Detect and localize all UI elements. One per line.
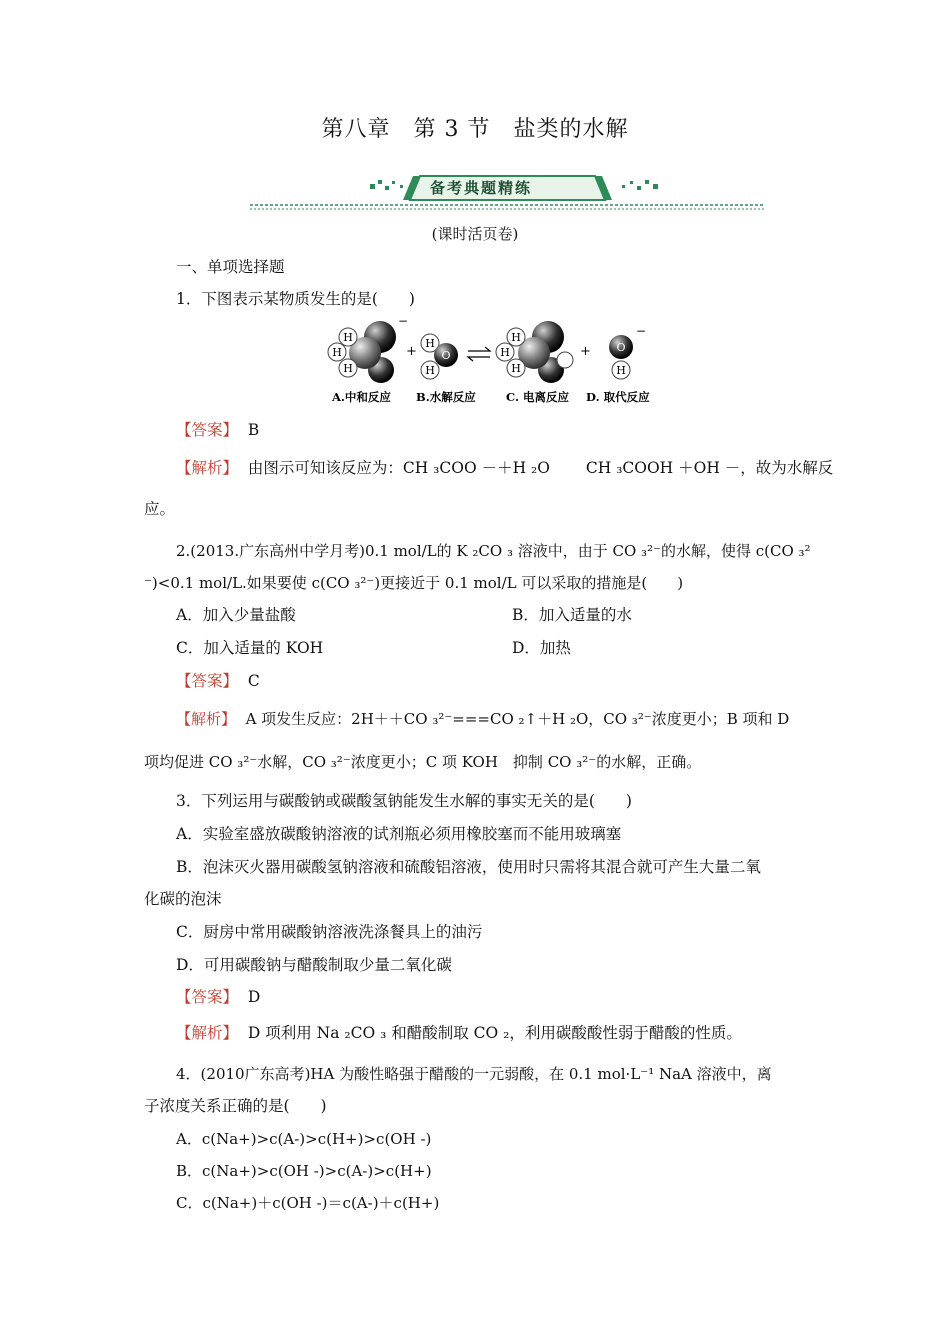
q4-option-a: A．c(Na+)>c(A-)>c(H+)>c(OH -) xyxy=(176,1130,432,1148)
plus-sign: + xyxy=(580,344,591,359)
q2-option-d: D．加热 xyxy=(512,639,571,657)
atom-label: H xyxy=(616,364,626,377)
atom-label: H xyxy=(425,337,435,350)
answer-tag: 【答案】 xyxy=(176,672,239,690)
q1-molecule-figure xyxy=(318,315,663,410)
q3-option-b: B．泡沫灭火器用碳酸氢钠溶液和硫酸铝溶液，使用时只需将其混合就可产生大量二氧 xyxy=(176,858,761,876)
atom-label: H xyxy=(511,331,521,344)
atom-label: H xyxy=(332,346,342,359)
q2-stem: 2.(2013.广东高州中学月考)0.1 mol/L的 K ₂CO ₃ 溶液中，由于 CO ₃²⁻的水解，使得 c(CO ₃² xyxy=(176,542,811,560)
analysis-tag: 【解析】 xyxy=(176,459,239,477)
q2-analysis: 【解析】 A 项发生反应：2H＋＋CO ₃²⁻===CO ₂↑＋H ₂O，CO ₃²⁻浓度更小；B 项和 D xyxy=(176,710,790,728)
q1-fig-opt-b: B.水解反应 xyxy=(416,390,476,404)
q1-answer-value: B xyxy=(247,421,260,439)
plus-sign: + xyxy=(406,344,417,359)
q4-stem: 4．(2010广东高考)HA 为酸性略强于醋酸的一元弱酸，在 0.1 mol·L⁻¹ NaA 溶液中，离 xyxy=(176,1065,772,1083)
atom-label: H xyxy=(425,364,435,377)
banner-dots-left-icon xyxy=(370,180,403,190)
atom-label: H xyxy=(500,346,510,359)
subtitle: (课时活页卷) xyxy=(431,225,519,243)
q1-fig-opt-d: D. 取代反应 xyxy=(586,390,650,404)
q3-answer-value: D xyxy=(247,988,261,1006)
answer-tag: 【答案】 xyxy=(176,421,239,439)
atom-label: O xyxy=(441,349,451,362)
equilibrium-arrow-icon xyxy=(468,347,490,361)
q1-fig-opt-c: C. 电离反应 xyxy=(506,390,569,404)
atom-label: H xyxy=(343,331,353,344)
charge-label: − xyxy=(398,315,409,328)
q2-stem-cont: ⁻)<0.1 mol/L.如果要使 c(CO ₃²⁻)更接近于 0.1 mol/L 可以采取的措施是( ) xyxy=(144,574,684,592)
q1-fig-opt-a: A.中和反应 xyxy=(332,390,391,404)
section-heading: 一、单项选择题 xyxy=(176,258,285,276)
q3-stem: 3．下列运用与碳酸钠或碳酸氢钠能发生水解的事实无关的是( ) xyxy=(176,792,632,810)
q2-option-a: A．加入少量盐酸 xyxy=(176,606,296,624)
q3-analysis: 【解析】 D 项利用 Na ₂CO ₃ 和醋酸制取 CO ₂，利用碳酸酸性弱于醋酸的性质。 xyxy=(176,1024,742,1042)
q2-analysis-cont: 项均促进 CO ₃²⁻水解，CO ₃²⁻浓度更小；C 项 KOH 抑制 CO ₃²⁻的水解，正确。 xyxy=(144,753,702,771)
analysis-tag: 【解析】 xyxy=(176,710,237,728)
page-title: 第八章 第 3 节 盐类的水解 xyxy=(321,117,629,142)
q3-option-a: A．实验室盛放碳酸钠溶液的试剂瓶必须用橡胶塞而不能用玻璃塞 xyxy=(176,825,622,843)
q2-option-b: B．加入适量的水 xyxy=(512,606,632,624)
atom-label: H xyxy=(511,362,521,375)
analysis-tag: 【解析】 xyxy=(176,1024,239,1042)
q1-answer xyxy=(176,420,259,440)
q3-answer xyxy=(176,987,260,1007)
q1-stem: 1．下图表示某物质发生的是( ) xyxy=(176,290,415,308)
atom-label: O xyxy=(616,341,626,354)
q3-option-d: D．可用碳酸钠与醋酸制取少量二氧化碳 xyxy=(176,956,452,974)
q1-analysis-cont: 应。 xyxy=(144,500,176,518)
banner-label: 备考典题精练 xyxy=(430,179,533,197)
q1-analysis: 【解析】 由图示可知该反应为：CH ₃COO －＋H ₂O CH ₃COOH ＋OH －，故为水解反 xyxy=(176,459,834,477)
q3-option-c: C．厨房中常用碳酸钠溶液洗涤餐具上的油污 xyxy=(176,923,483,941)
q4-option-b: B．c(Na+)>c(OH -)>c(A-)>c(H+) xyxy=(176,1162,432,1180)
q4-option-c: C．c(Na+)＋c(OH -)＝c(A-)＋c(H+) xyxy=(176,1194,440,1212)
q2-answer-value: C xyxy=(247,672,260,690)
atom-label: H xyxy=(343,362,353,375)
q2-answer xyxy=(176,671,260,691)
charge-label: − xyxy=(636,324,647,338)
q3-option-b-cont: 化碳的泡沫 xyxy=(144,890,222,908)
banner-dots-right-icon xyxy=(622,180,658,190)
q2-option-c: C．加入适量的 KOH xyxy=(176,639,324,657)
answer-tag: 【答案】 xyxy=(176,988,239,1006)
q4-stem-cont: 子浓度关系正确的是( ) xyxy=(144,1097,327,1115)
